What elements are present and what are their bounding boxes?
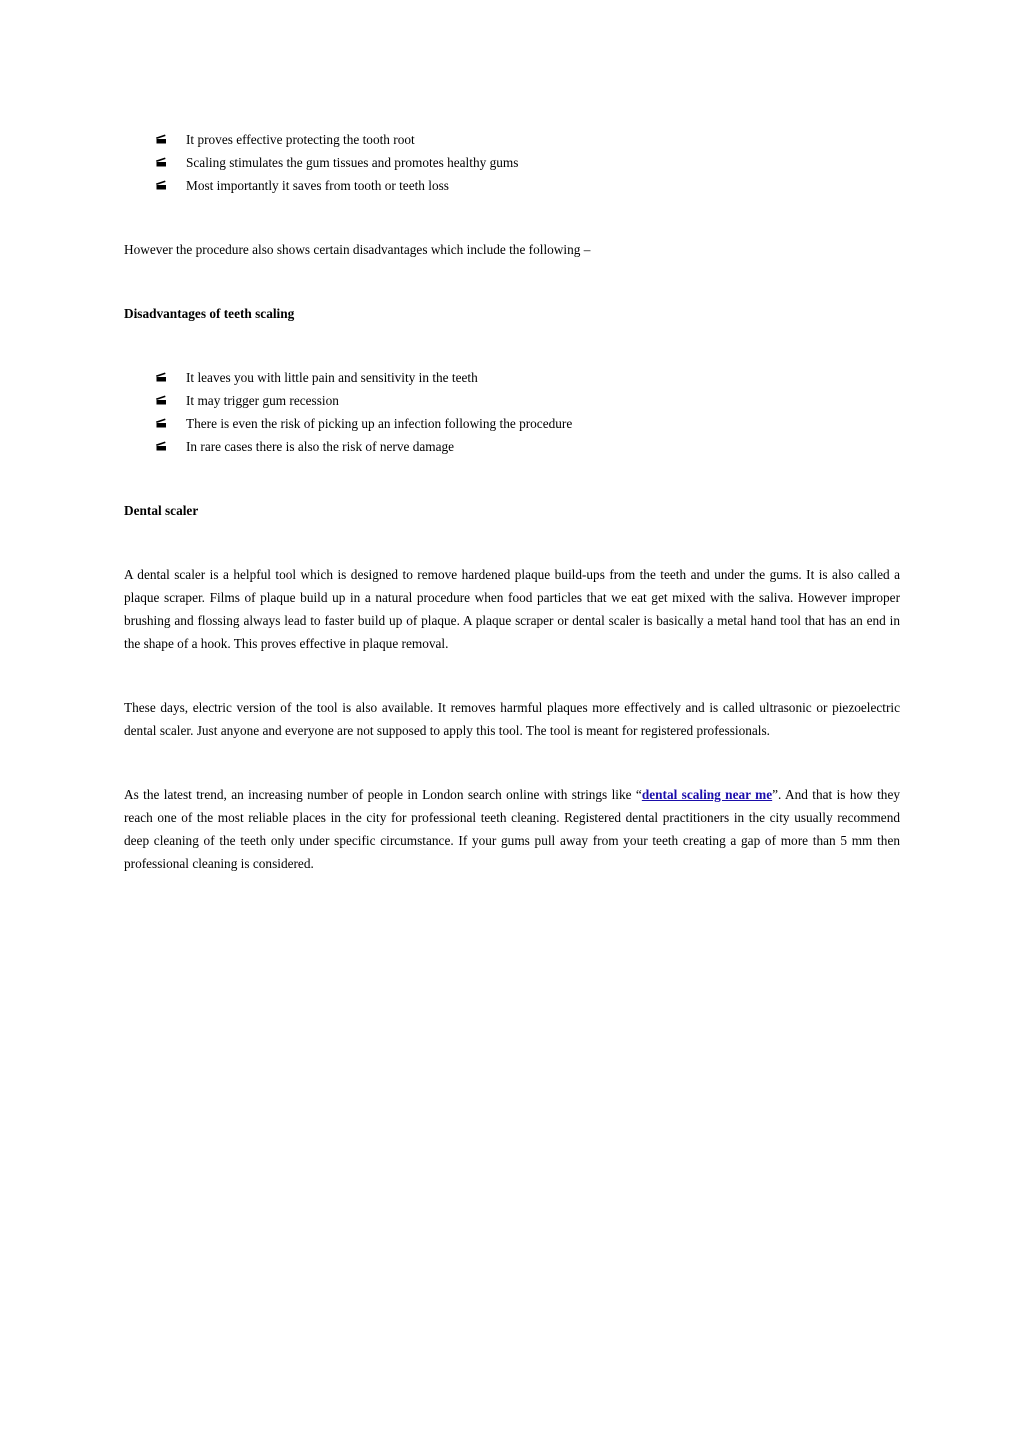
clapperboard-icon (156, 157, 167, 167)
list-item (156, 366, 572, 389)
list-item (156, 389, 572, 412)
clapperboard-icon (156, 395, 167, 405)
clapperboard-icon (156, 134, 167, 144)
list-item-text: In rare cases there is also the risk of nerve damage (186, 439, 455, 454)
list-item (156, 435, 572, 458)
clapperboard-icon (156, 372, 167, 382)
list-item (156, 174, 518, 197)
list-item-text: It may trigger gum recession (186, 393, 339, 408)
dental-scaler-paragraph-2: These days, electric version of the tool is also available. It removes harmful plaques more effectively and is called ultrasonic or piezoelectric dental scaler. Just anyone and everyone are not supposed to apply this tool. The tool is meant for registered professionals. (124, 700, 900, 738)
list-item-text: Scaling stimulates the gum tissues and promotes healthy gums (186, 155, 519, 170)
dental-scaling-near-me-link[interactable]: dental scaling near me (641, 787, 773, 802)
list-item-text: It proves effective protecting the tooth root (186, 132, 415, 147)
list-item (156, 151, 518, 174)
clapperboard-icon (156, 441, 167, 451)
dental-scaler-heading: Dental scaler (124, 503, 199, 518)
list-item (156, 128, 518, 151)
clapperboard-icon (156, 418, 167, 428)
paragraph-text: ”. And that is how they reach one of the most reliable places in the city for professional teeth cleaning. Registered dental practitioners in the city usually recommend deep cleaning of the teeth only under specific circumstance. If your gums pull away from your teeth creating a gap of more than 5 mm then professional cleaning is considered. (124, 787, 900, 871)
transition-text: However the procedure also shows certain disadvantages which include the following – (124, 242, 591, 257)
dental-scaler-paragraph-3 (124, 783, 900, 875)
paragraph-text: As the latest trend, an increasing number of people in London search online with strings like “ (124, 787, 642, 802)
disadvantages-list (156, 366, 572, 458)
list-item-text: It leaves you with little pain and sensitivity in the teeth (186, 370, 478, 385)
advantages-list (156, 128, 518, 197)
dental-scaler-paragraph-1: A dental scaler is a helpful tool which is designed to remove hardened plaque build-ups from the teeth and under the gums. It is also called a plaque scraper. Films of plaque build up in a natural procedure when food particles that we eat get mixed with the saliva. However improper brushing and flossing always lead to faster build up of plaque. A plaque scraper or dental scaler is basically a metal hand tool that has an end in the shape of a hook. This proves effective in plaque removal. (124, 567, 900, 651)
disadvantages-heading: Disadvantages of teeth scaling (124, 306, 295, 321)
list-item-text: Most importantly it saves from tooth or teeth loss (186, 178, 449, 193)
list-item-text: There is even the risk of picking up an infection following the procedure (186, 416, 573, 431)
clapperboard-icon (156, 180, 167, 190)
list-item (156, 412, 572, 435)
